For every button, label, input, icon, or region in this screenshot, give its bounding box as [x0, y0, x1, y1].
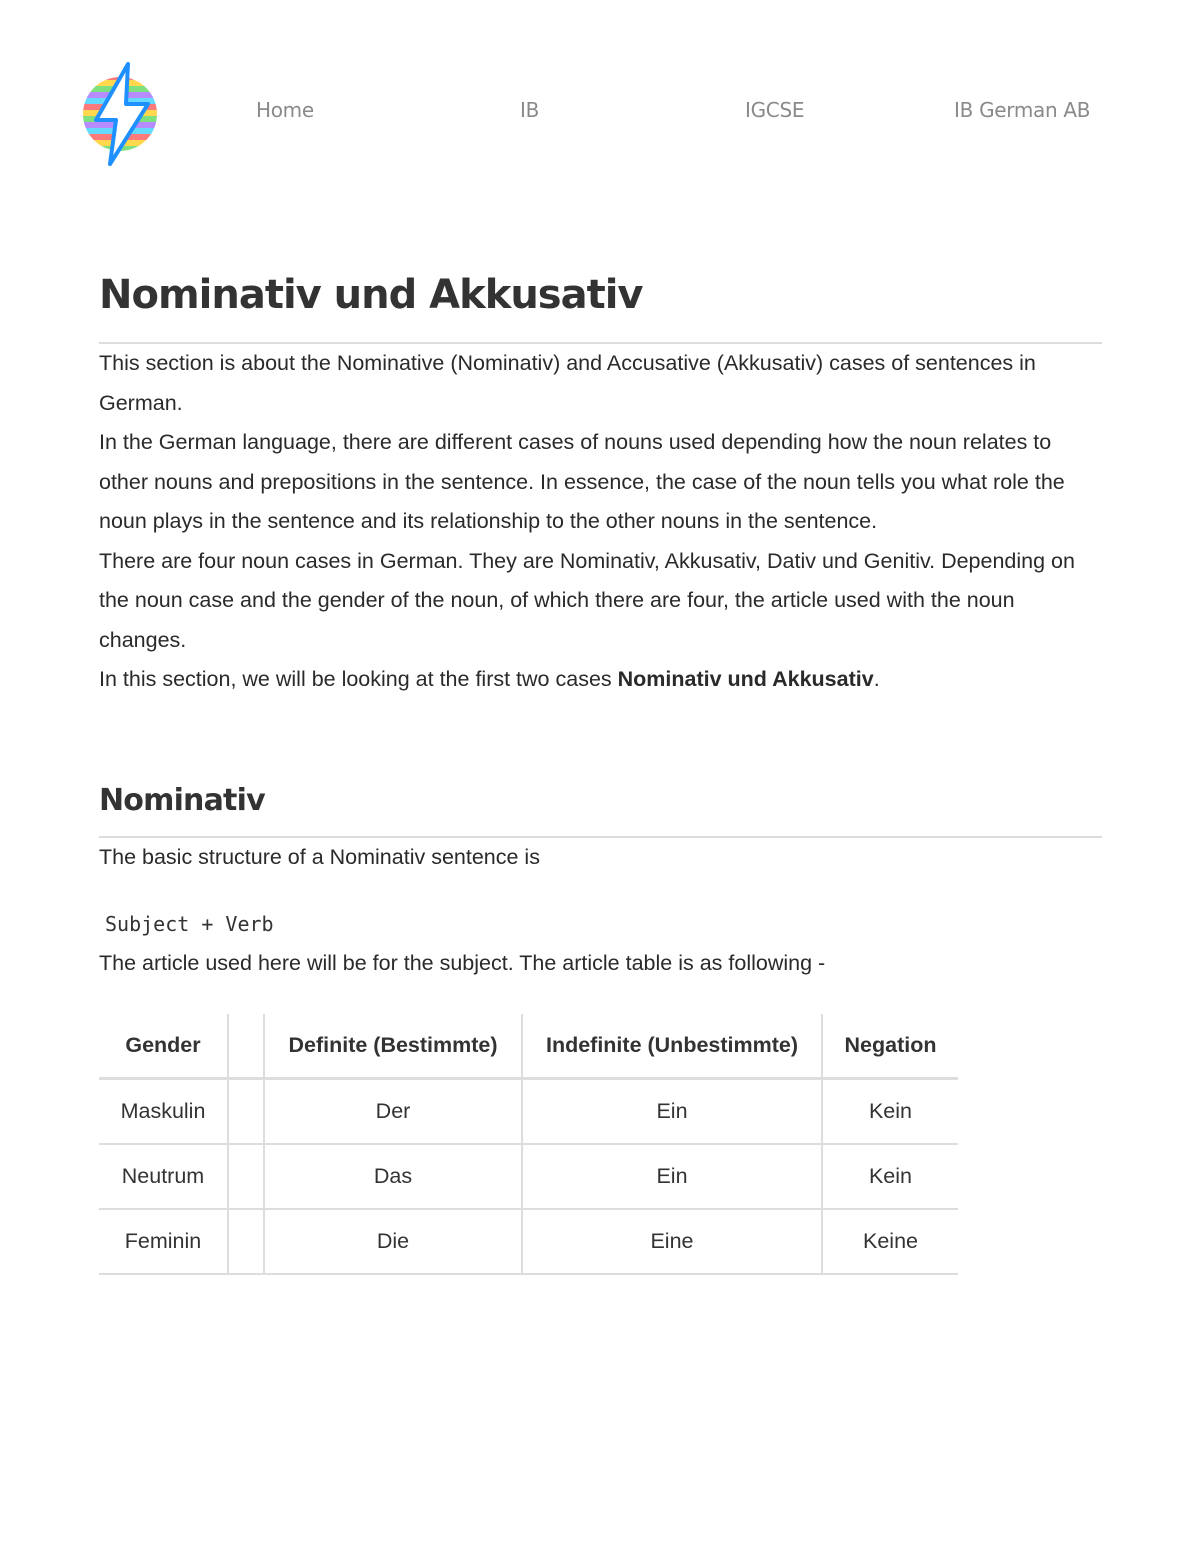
- structure-code: Subject + Verb: [105, 912, 274, 936]
- site-header: [0, 0, 1200, 200]
- cases-explanation-paragraph: In the German language, there are different cases of nouns used depending how the noun relates to other nouns and prepositions in the sentence. In essence, the case of the noun tells you what role the noun plays in the sentence and its relationship to the other nouns in the sentence.: [99, 430, 1065, 533]
- header-definite: Definite (Bestimmte): [264, 1014, 522, 1079]
- cell-negation: Kein: [822, 1144, 958, 1209]
- cell-negation: Keine: [822, 1209, 958, 1274]
- cell-gender: Neutrum: [99, 1144, 228, 1209]
- table-row: [99, 1079, 958, 1144]
- cell-definite: Die: [264, 1209, 522, 1274]
- cell-indefinite: Eine: [522, 1209, 822, 1274]
- cell-blank: [228, 1079, 264, 1144]
- header-negation: Negation: [822, 1014, 958, 1079]
- nav-igcse-link[interactable]: IGCSE: [745, 98, 805, 122]
- main-content: [99, 260, 1102, 1275]
- cell-gender: Maskulin: [99, 1079, 228, 1144]
- cell-indefinite: Ein: [522, 1144, 822, 1209]
- intro-paragraph: This section is about the Nominative (Nominativ) and Accusative (Akkusativ) cases of sentences in German.: [99, 351, 1036, 415]
- cell-blank: [228, 1144, 264, 1209]
- section-heading-nominativ: Nominativ: [99, 782, 265, 818]
- nav-home-link[interactable]: Home: [256, 98, 314, 122]
- header-indefinite: Indefinite (Unbestimmte): [522, 1014, 822, 1079]
- section-focus-prefix: In this section, we will be looking at the first two cases: [99, 667, 618, 691]
- header-blank: [228, 1014, 264, 1079]
- nav-ib-link[interactable]: IB: [520, 98, 540, 122]
- cell-definite: Der: [264, 1079, 522, 1144]
- section-focus-paragraph: [99, 660, 1102, 700]
- cell-definite: Das: [264, 1144, 522, 1209]
- cell-gender: Feminin: [99, 1209, 228, 1274]
- four-cases-paragraph: There are four noun cases in German. They are Nominativ, Akkusativ, Dativ und Genitiv. Depending on the noun case and the gender of the noun, of which there are four, the article used with the noun changes.: [99, 548, 1075, 652]
- lightning-logo-icon[interactable]: [78, 60, 164, 168]
- cell-negation: Kein: [822, 1079, 958, 1144]
- table-row: [99, 1209, 958, 1274]
- section-focus-suffix: .: [873, 667, 880, 691]
- page-title: Nominativ und Akkusativ: [99, 272, 643, 318]
- table-intro-paragraph: The article used here will be for the subject. The article table is as following -: [99, 951, 826, 975]
- structure-paragraph: The basic structure of a Nominativ sentence is: [99, 844, 540, 869]
- cell-indefinite: Ein: [522, 1079, 822, 1144]
- section-focus-bold: Nominativ und Akkusativ: [617, 667, 874, 691]
- table-row: [99, 1144, 958, 1209]
- article-table: [99, 1014, 958, 1275]
- nav-ib-german-ab-link[interactable]: IB German AB: [954, 98, 1091, 122]
- table-header-row: [99, 1014, 958, 1079]
- header-gender: Gender: [99, 1014, 228, 1079]
- cell-blank: [228, 1209, 264, 1274]
